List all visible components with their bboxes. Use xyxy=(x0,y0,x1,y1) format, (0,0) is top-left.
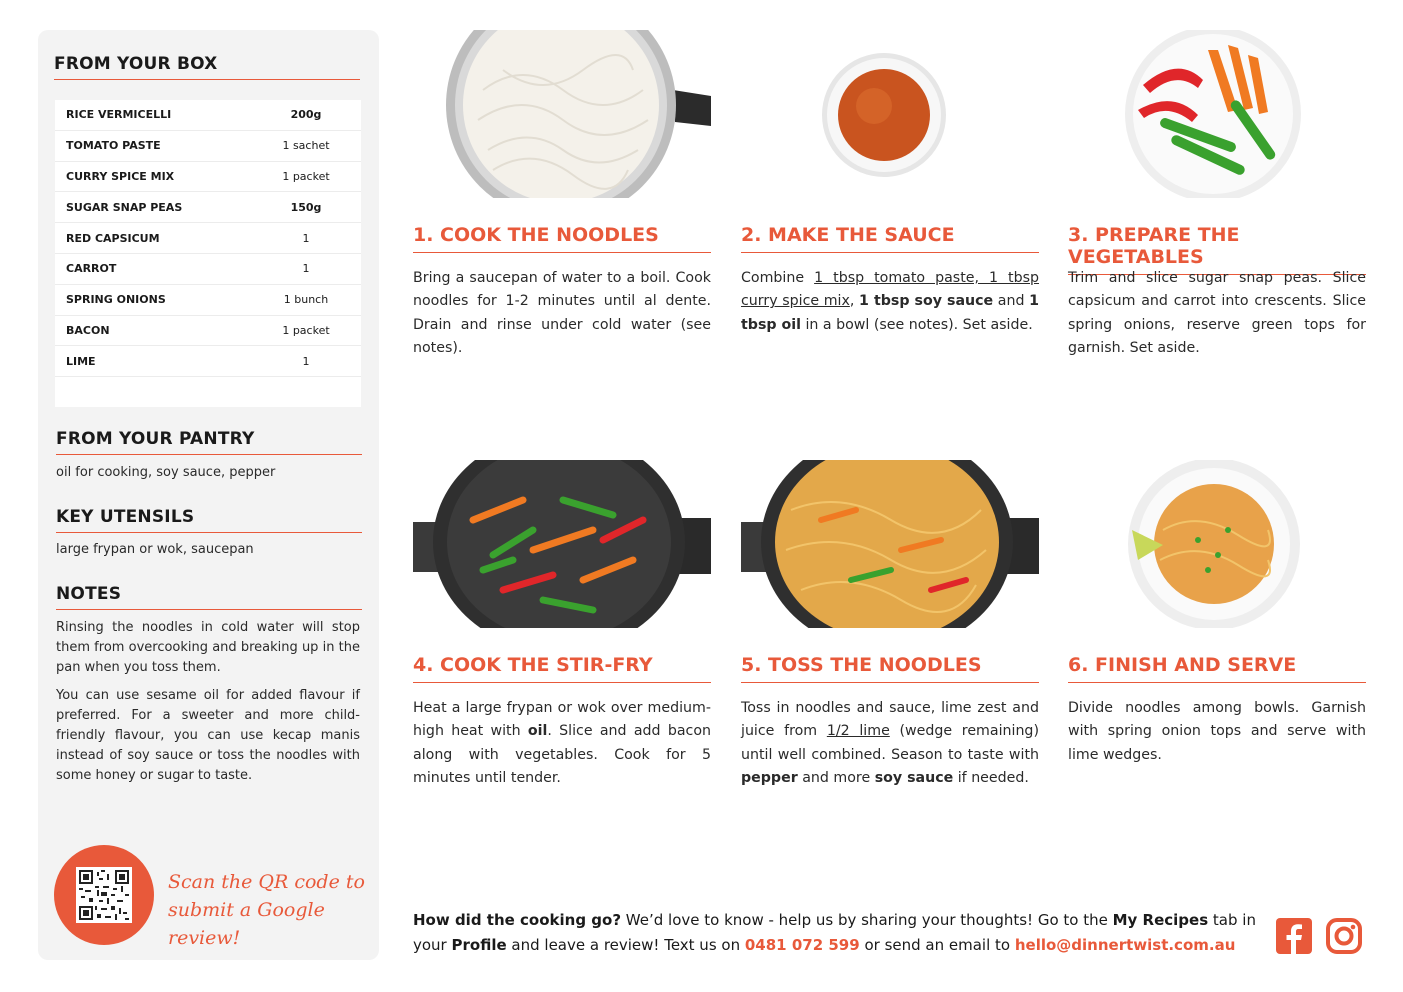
my-recipes-link[interactable]: My Recipes xyxy=(1112,911,1209,929)
step-text-run: Bring a saucepan of water to a boil. Cook noodles for 1-2 minutes until al dente. Drain and rinse under cold water (see notes). xyxy=(413,270,711,356)
qr-prompt-line: submit a Google review! xyxy=(168,899,325,949)
step-text-run: Divide noodles among bowls. Garnish with spring onion tops and serve with lime wedges. xyxy=(1068,700,1366,763)
utensils-text: large frypan or wok, saucepan xyxy=(56,542,254,557)
table-row xyxy=(55,162,361,193)
phone-link[interactable]: 0481 072 599 xyxy=(744,936,860,954)
ingredient-name: RED CAPSICUM xyxy=(66,231,160,245)
ingredient-qty: 1 packet xyxy=(282,323,330,337)
ingredient-qty: 1 xyxy=(302,231,310,245)
step-text-run: Combine xyxy=(741,270,815,286)
ingredient-qty: 150g xyxy=(290,200,322,214)
step-2-title: 2. MAKE THE SAUCE xyxy=(741,224,1039,253)
step-2-photo xyxy=(741,30,1039,198)
email-link[interactable]: hello@dinnertwist.com.au xyxy=(1014,936,1236,954)
step-text-run: (wedge remaining) until well combined. Season to taste with xyxy=(741,723,1039,763)
footer-text: or send an email to xyxy=(859,936,1015,954)
step-3-photo xyxy=(1068,30,1366,198)
feedback-question: How did the cooking go? xyxy=(413,911,622,929)
step-text-run: . Slice and add bacon along with vegetables. Cook for 5 minutes until tender. xyxy=(413,723,711,786)
step-text-run: Heat a large frypan or wok over medium-high heat with xyxy=(413,700,711,740)
step-text-run: if needed. xyxy=(953,769,1029,786)
qr-prompt-line: Scan the QR code to xyxy=(168,871,365,893)
step-1-text xyxy=(413,267,711,360)
ingredient-qty: 1 xyxy=(302,354,310,368)
notes-body xyxy=(56,618,360,794)
note-paragraph: You can use sesame oil for added flavour if preferred. For a sweeter and more child-friendly flavour, you can use kecap manis instead of soy sauce or toss the noodles with some honey or sugar to taste. xyxy=(56,688,360,783)
step-1-title: 1. COOK THE NOODLES xyxy=(413,224,711,253)
step-text-run: and more xyxy=(797,769,875,786)
table-row xyxy=(55,316,361,347)
profile-link[interactable]: Profile xyxy=(451,936,507,954)
bold-ingredient: 1 tbsp soy sauce xyxy=(859,293,994,310)
ingredient-name: SPRING ONIONS xyxy=(66,293,166,307)
step-text-run: Toss in noodles and sauce, lime zest and juice from xyxy=(741,700,1039,740)
bold-ingredient: oil xyxy=(527,723,548,740)
underlined-quantity: 1 tbsp tomato paste, 1 tbsp curry spice mix xyxy=(741,270,1039,310)
notes-heading: NOTES xyxy=(56,584,362,610)
table-row xyxy=(55,192,361,223)
table-row xyxy=(55,285,361,316)
step-5-text xyxy=(741,697,1039,790)
ingredients-table xyxy=(55,100,361,407)
step-6-photo xyxy=(1068,460,1366,628)
table-row xyxy=(55,223,361,254)
bold-ingredient: soy sauce xyxy=(874,769,954,786)
ingredient-qty: 1 xyxy=(302,262,310,276)
step-text-run: and xyxy=(993,293,1030,310)
ingredient-name: SUGAR SNAP PEAS xyxy=(66,200,183,214)
ingredient-name: BACON xyxy=(66,323,110,337)
table-row xyxy=(55,254,361,285)
facebook-icon[interactable] xyxy=(1276,918,1312,954)
step-2-text xyxy=(741,267,1039,337)
footer-text: We’d love to know - help us by sharing your thoughts! Go to the xyxy=(621,911,1113,929)
table-row xyxy=(55,346,361,377)
ingredient-name: RICE VERMICELLI xyxy=(66,108,172,122)
from-your-box-heading: FROM YOUR BOX xyxy=(54,54,360,80)
step-5-photo xyxy=(741,460,1039,628)
ingredient-name: CURRY SPICE MIX xyxy=(66,169,175,183)
qr-code-graphic xyxy=(79,870,129,920)
step-1-photo xyxy=(413,30,711,198)
footer-text: and leave a review! Text us on xyxy=(506,936,745,954)
step-6-text xyxy=(1068,697,1366,767)
ingredient-name: LIME xyxy=(66,354,96,368)
from-your-pantry-heading: FROM YOUR PANTRY xyxy=(56,429,362,455)
ingredient-name: TOMATO PASTE xyxy=(66,139,161,153)
table-row xyxy=(55,131,361,162)
table-blank-row xyxy=(55,377,361,407)
qr-badge[interactable] xyxy=(54,845,154,945)
ingredient-name: CARROT xyxy=(66,262,117,276)
table-row xyxy=(55,100,361,131)
step-3-title: 3. PREPARE THE VEGETABLES xyxy=(1068,224,1366,275)
qr-code-icon[interactable] xyxy=(76,867,132,923)
ingredient-qty: 1 bunch xyxy=(283,293,329,307)
underlined-quantity: 1/2 lime xyxy=(826,723,890,740)
pantry-text: oil for cooking, soy sauce, pepper xyxy=(56,465,276,480)
step-4-title: 4. COOK THE STIR-FRY xyxy=(413,654,711,683)
step-5-title: 5. TOSS THE NOODLES xyxy=(741,654,1039,683)
step-text-run: Trim and slice sugar snap peas. Slice capsicum and carrot into crescents. Slice spring onions, reserve green tops for garnish. Set aside. xyxy=(1068,270,1366,356)
ingredient-qty: 200g xyxy=(290,108,322,122)
ingredient-qty: 1 packet xyxy=(282,169,330,183)
feedback-footer xyxy=(413,908,1263,958)
step-4-text xyxy=(413,697,711,790)
step-text-run: in a bowl (see notes). Set aside. xyxy=(800,316,1033,333)
key-utensils-heading: KEY UTENSILS xyxy=(56,507,362,533)
bold-ingredient: pepper xyxy=(741,769,798,786)
step-text-run: , xyxy=(849,293,860,310)
note-paragraph: Rinsing the noodles in cold water will stop them from overcooking and breaking up in the pan when you toss them. xyxy=(56,620,360,675)
step-4-photo xyxy=(413,460,711,628)
ingredient-qty: 1 sachet xyxy=(282,139,330,153)
qr-prompt-text xyxy=(168,868,368,952)
bold-ingredient: 1 tbsp oil xyxy=(741,293,1039,333)
step-3-text xyxy=(1068,267,1366,360)
footer-text: tab in your xyxy=(413,911,1256,954)
step-6-title: 6. FINISH AND SERVE xyxy=(1068,654,1366,683)
instagram-icon[interactable] xyxy=(1326,918,1362,954)
sidebar-panel xyxy=(38,30,379,960)
